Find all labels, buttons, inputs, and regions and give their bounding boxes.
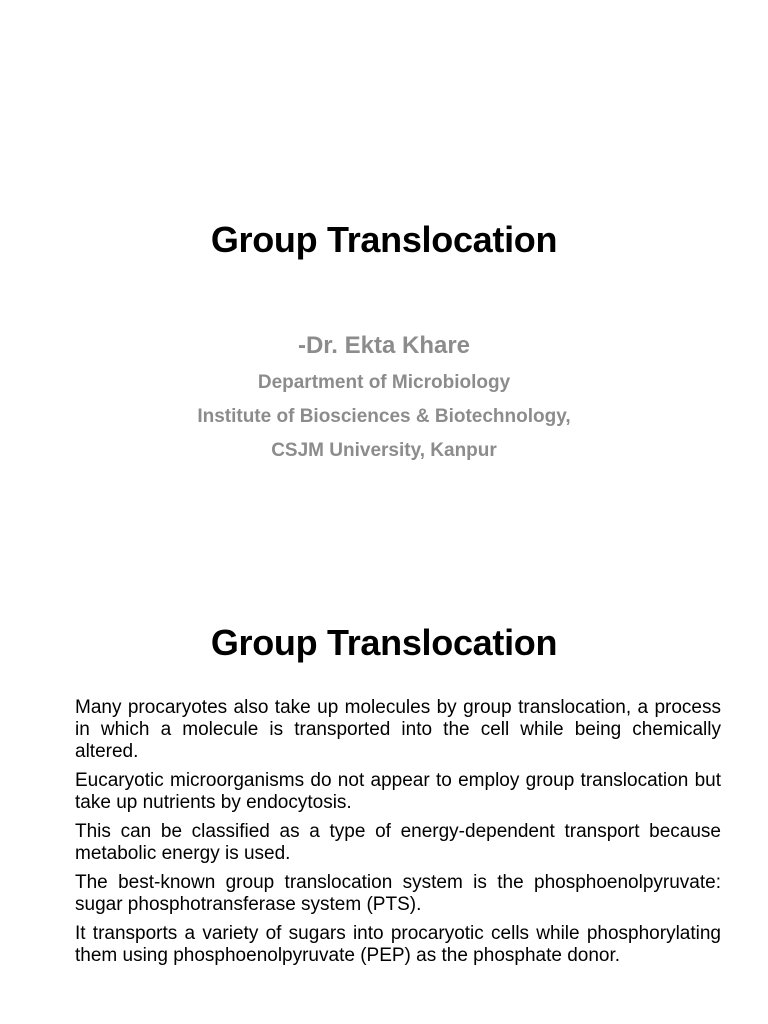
content-slide [0, 576, 768, 1024]
paragraph: It transports a variety of sugars into procaryotic cells while phosphorylating them using phosphoenolpyruvate (PEP) as the phosphate donor. [75, 923, 721, 966]
paragraph: The best-known group translocation system is the phosphoenolpyruvate: sugar phosphotransferase system (PTS). [75, 872, 721, 915]
affiliation-institute: Institute of Biosciences & Biotechnology, [197, 406, 571, 427]
slide-body [75, 697, 721, 974]
paragraph: Eucaryotic microorganisms do not appear to employ group translocation but take up nutrients by endocytosis. [75, 770, 721, 813]
slide-title: Group Translocation [210, 622, 558, 663]
slide-title: Group Translocation [210, 219, 558, 260]
affiliation-department: Department of Microbiology [257, 372, 511, 393]
paragraph: Many procaryotes also take up molecules by group translocation, a process in which a molecule is transported into the cell while being chemically altered. [75, 697, 721, 762]
author-block [0, 328, 768, 468]
author-name: -Dr. Ekta Khare [297, 332, 471, 359]
affiliation-university: CSJM University, Kanpur [271, 440, 497, 461]
paragraph: This can be classified as a type of energy-dependent transport because metabolic energy is used. [75, 821, 721, 864]
